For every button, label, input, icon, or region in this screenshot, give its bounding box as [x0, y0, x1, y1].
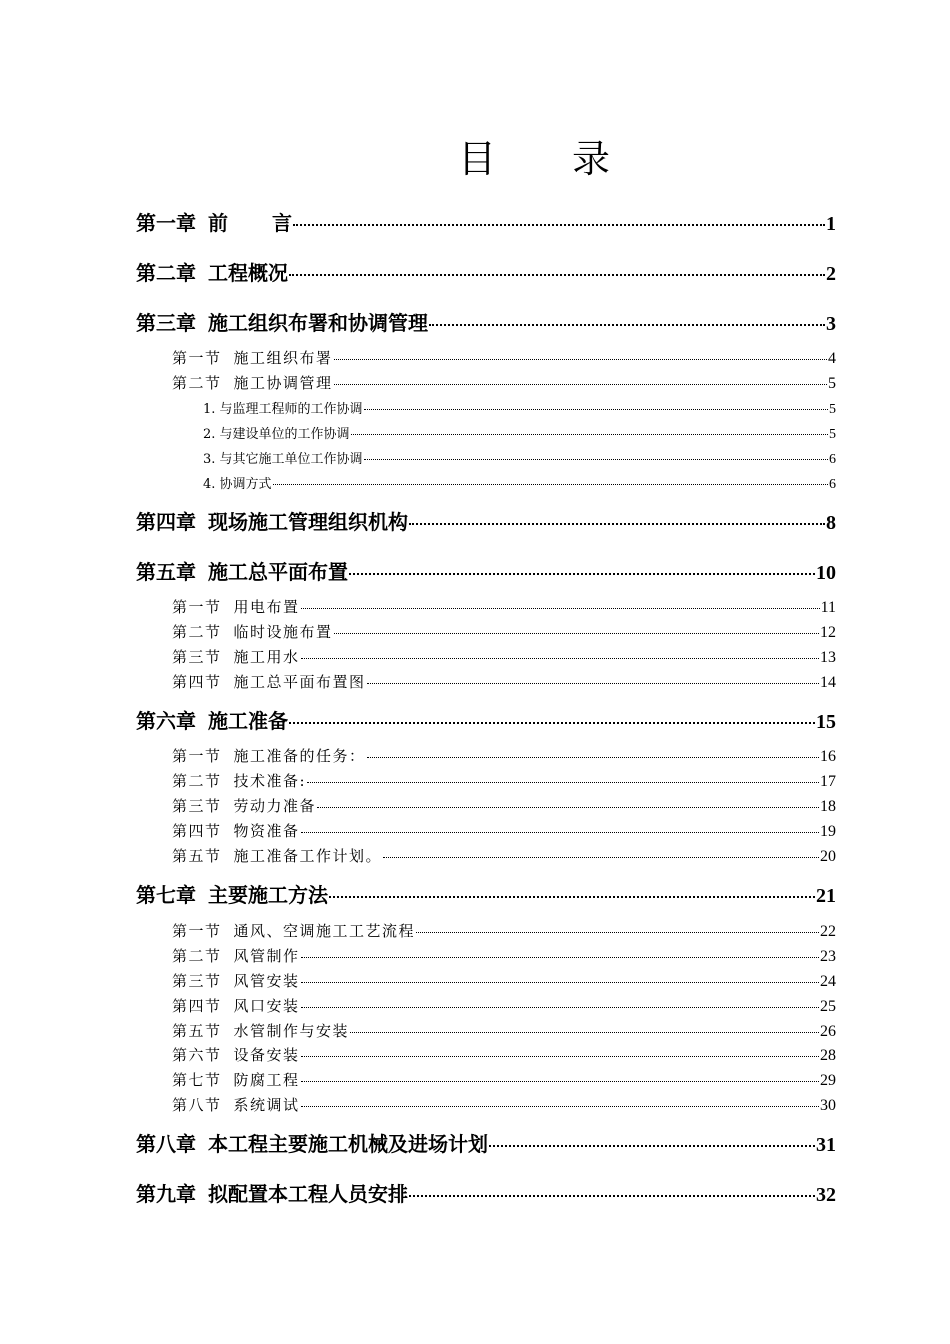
- section-number: 第一节: [172, 922, 222, 940]
- page-number: 31: [816, 1134, 836, 1156]
- chapter-number: 第四章: [136, 510, 196, 534]
- section-number: 第三节: [172, 648, 222, 666]
- section-title: 技术准备:: [233, 772, 307, 790]
- toc-section-6-1[interactable]: [172, 745, 836, 767]
- chapter-title: 拟配置本工程人员安排: [208, 1182, 408, 1206]
- toc-section-7-6[interactable]: [172, 1044, 836, 1066]
- page-number: 25: [820, 998, 836, 1015]
- page-number: 17: [820, 773, 836, 790]
- section-title: 临时设施布置: [233, 623, 333, 641]
- chapter-number: 第六章: [136, 709, 196, 733]
- chapter-title: 本工程主要施工机械及进场计划: [208, 1132, 488, 1156]
- page-number: 16: [820, 748, 836, 765]
- toc-subsection-3-2-2[interactable]: [203, 423, 836, 443]
- toc-section-6-5[interactable]: [172, 845, 836, 867]
- page-number: 13: [820, 649, 836, 666]
- toc-section-7-2[interactable]: [172, 945, 836, 967]
- chapter-title: 施工总平面布置: [208, 560, 348, 584]
- leader-dots: [350, 1017, 819, 1033]
- toc-chapter-7[interactable]: [136, 879, 836, 909]
- toc-section-6-2[interactable]: [172, 770, 836, 792]
- chapter-title: 工程概况: [208, 261, 288, 285]
- chapter-title-part-2: 言: [272, 211, 292, 235]
- chapter-title: 现场施工管理组织机构: [208, 510, 408, 534]
- page-number: 8: [826, 512, 836, 534]
- toc-section-7-5[interactable]: [172, 1020, 836, 1042]
- leader-dots: [301, 992, 819, 1008]
- chapter-number: 第七章: [136, 883, 196, 907]
- chapter-number: 第三章: [136, 311, 196, 335]
- toc-chapter-6[interactable]: [136, 705, 836, 735]
- page-number: 11: [820, 599, 836, 616]
- page-number: 22: [820, 923, 836, 940]
- toc-chapter-5[interactable]: [136, 556, 836, 586]
- section-title: 物资准备: [233, 822, 300, 840]
- leader-dots: [301, 967, 819, 983]
- page-number: 26: [820, 1023, 836, 1040]
- leader-dots: [329, 876, 815, 898]
- page-number: 29: [820, 1072, 836, 1089]
- leader-dots: [334, 344, 827, 360]
- leader-dots: [301, 1066, 819, 1082]
- page-number: 6: [829, 452, 836, 467]
- section-title: 风管安装: [233, 972, 300, 990]
- chapter-number: 第八章: [136, 1132, 196, 1156]
- section-title: 施工用水: [233, 648, 300, 666]
- page-number: 4: [828, 350, 836, 367]
- leader-dots: [383, 842, 819, 858]
- toc-chapter-8[interactable]: [136, 1128, 836, 1158]
- chapter-title: 施工组织布署和协调管理: [208, 311, 428, 335]
- toc-section-6-3[interactable]: [172, 795, 836, 817]
- chapter-number: 第五章: [136, 560, 196, 584]
- toc-section-7-4[interactable]: [172, 995, 836, 1017]
- toc-section-7-7[interactable]: [172, 1069, 836, 1091]
- leader-dots: [416, 917, 819, 933]
- leader-dots: [301, 817, 819, 833]
- subsection-title: 3. 与其它施工单位工作协调: [203, 452, 363, 467]
- page-number: 30: [820, 1097, 836, 1114]
- toc-section-7-1[interactable]: [172, 920, 836, 942]
- page-number: 15: [816, 711, 836, 733]
- page-number: 1: [826, 213, 836, 235]
- toc-section-3-2[interactable]: [172, 372, 836, 394]
- section-number: 第一节: [172, 747, 222, 765]
- section-number: 第二节: [172, 947, 222, 965]
- leader-dots: [364, 446, 828, 460]
- toc-subsection-3-2-3[interactable]: [203, 448, 836, 468]
- leader-dots: [334, 369, 827, 385]
- toc-section-5-3[interactable]: [172, 646, 836, 668]
- section-title: 风口安装: [233, 997, 300, 1015]
- section-number: 第二节: [172, 623, 222, 641]
- section-number: 第四节: [172, 997, 222, 1015]
- page-number: 5: [828, 375, 836, 392]
- page-number: 2: [826, 263, 836, 285]
- page-number: 20: [820, 848, 836, 865]
- section-title: 施工组织布署: [233, 349, 333, 367]
- toc-section-7-8[interactable]: [172, 1094, 836, 1116]
- page-number: 18: [820, 798, 836, 815]
- toc-title-char-1: 目: [457, 137, 496, 181]
- section-title: 通风、空调施工工艺流程: [233, 922, 416, 940]
- leader-dots: [301, 942, 819, 958]
- leader-dots: [364, 396, 828, 410]
- leader-dots: [301, 1041, 819, 1057]
- page-number: 12: [820, 624, 836, 641]
- section-number: 第四节: [172, 673, 222, 691]
- section-number: 第五节: [172, 1022, 222, 1040]
- toc-chapter-4[interactable]: [136, 506, 836, 536]
- section-number: 第七节: [172, 1071, 222, 1089]
- toc-title: [0, 128, 950, 183]
- leader-dots: [334, 618, 819, 634]
- toc-section-5-2[interactable]: [172, 621, 836, 643]
- section-title: 系统调试: [233, 1096, 300, 1114]
- leader-dots: [351, 421, 828, 435]
- toc-section-5-1[interactable]: [172, 596, 836, 618]
- toc-section-6-4[interactable]: [172, 820, 836, 842]
- section-title: 风管制作: [233, 947, 300, 965]
- leader-dots: [307, 767, 819, 783]
- leader-dots: [289, 254, 825, 276]
- toc-chapter-9[interactable]: [136, 1178, 836, 1208]
- chapter-title-part-1: 前: [208, 211, 228, 235]
- page-number: 6: [829, 477, 836, 492]
- section-number: 第四节: [172, 822, 222, 840]
- leader-dots: [301, 593, 820, 609]
- page-number: 23: [820, 948, 836, 965]
- subsection-title: 4. 协调方式: [203, 477, 272, 492]
- leader-dots: [429, 304, 825, 326]
- leader-dots: [367, 742, 819, 758]
- toc-section-3-1[interactable]: [172, 347, 836, 369]
- chapter-number: 第二章: [136, 261, 196, 285]
- leader-dots: [289, 702, 815, 724]
- toc-chapter-2[interactable]: [136, 257, 836, 287]
- toc-title-char-2: 录: [572, 137, 611, 181]
- page-number: 19: [820, 823, 836, 840]
- leader-dots: [293, 204, 825, 226]
- section-title: 施工准备工作计划。: [233, 847, 383, 865]
- section-title: 施工总平面布置图: [233, 673, 366, 691]
- chapter-title: 主要施工方法: [208, 883, 328, 907]
- page-number: 3: [826, 313, 836, 335]
- toc-section-5-4[interactable]: [172, 671, 836, 693]
- page-number: 24: [820, 973, 836, 990]
- page-number: 10: [816, 562, 836, 584]
- page-number: 32: [816, 1184, 836, 1206]
- section-title: 防腐工程: [233, 1071, 300, 1089]
- toc-subsection-3-2-4[interactable]: [203, 473, 836, 493]
- leader-dots: [317, 792, 819, 808]
- section-number: 第六节: [172, 1046, 222, 1064]
- section-title: 施工协调管理: [233, 374, 333, 392]
- leader-dots: [367, 668, 819, 684]
- subsection-title: 2. 与建设单位的工作协调: [203, 427, 350, 442]
- leader-dots: [409, 1175, 815, 1197]
- leader-dots: [489, 1125, 815, 1147]
- page-number: 21: [816, 885, 836, 907]
- section-number: 第八节: [172, 1096, 222, 1114]
- section-title: 设备安装: [233, 1046, 300, 1064]
- page-number: 5: [829, 402, 836, 417]
- toc-chapter-1[interactable]: [136, 207, 836, 237]
- section-number: 第二节: [172, 374, 222, 392]
- section-title: 用电布置: [233, 598, 300, 616]
- section-title: 施工准备的任务：: [233, 747, 366, 765]
- section-title: 水管制作与安装: [233, 1022, 350, 1040]
- page-number: 5: [829, 427, 836, 442]
- subsection-title: 1. 与监理工程师的工作协调: [203, 402, 363, 417]
- section-number: 第三节: [172, 972, 222, 990]
- section-number: 第二节: [172, 772, 222, 790]
- chapter-number: 第一章: [136, 211, 196, 235]
- section-title: 劳动力准备: [233, 797, 317, 815]
- leader-dots: [409, 503, 825, 525]
- leader-dots: [301, 643, 819, 659]
- toc-chapter-3[interactable]: [136, 307, 836, 337]
- section-number: 第五节: [172, 847, 222, 865]
- section-number: 第一节: [172, 349, 222, 367]
- leader-dots: [273, 471, 828, 485]
- page-number: 14: [820, 674, 836, 691]
- chapter-title: 施工准备: [208, 709, 288, 733]
- leader-dots: [301, 1091, 819, 1107]
- toc-subsection-3-2-1[interactable]: [203, 398, 836, 418]
- toc-section-7-3[interactable]: [172, 970, 836, 992]
- leader-dots: [349, 553, 815, 575]
- chapter-number: 第九章: [136, 1182, 196, 1206]
- section-number: 第一节: [172, 598, 222, 616]
- page-number: 28: [820, 1047, 836, 1064]
- section-number: 第三节: [172, 797, 222, 815]
